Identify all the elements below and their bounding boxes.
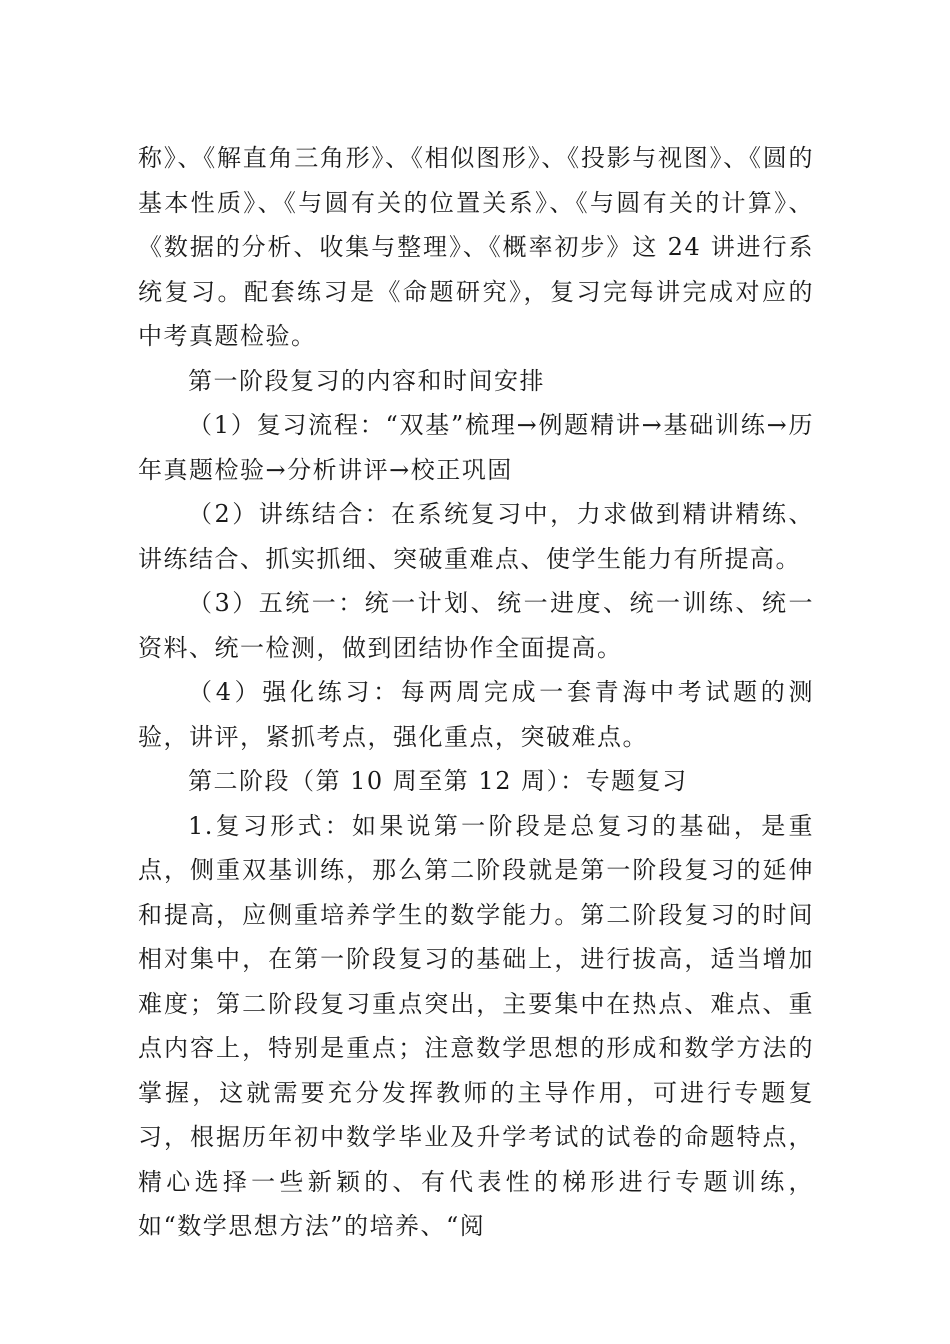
- document-page: [138, 136, 814, 1249]
- paragraph-lecture-practice: （2）讲练结合：在系统复习中，力求做到精讲精练、讲练结合、抓实抓细、突破重难点、使学生能力有所提高。: [138, 500, 814, 573]
- heading-stage-one-schedule: 第一阶段复习的内容和时间安排: [188, 366, 545, 395]
- paragraph-review-process: （1）复习流程：“双基”梳理→例题精讲→基础训练→历年真题检验→分析讲评→校正巩固: [138, 411, 814, 484]
- paragraph-topics-list: 称》、《解直角三角形》、《相似图形》、《投影与视图》、《圆的基本性质》、《与圆有关的位置关系》、《与圆有关的计算》、《数据的分析、收集与整理》、《概率初步》这 24 讲进行系统复习。配套练习是《命题研究》，复习完每讲完成对应的中考真题检验。: [138, 144, 814, 350]
- paragraph-intensive-practice: （4）强化练习：每两周完成一套青海中考试题的测验，讲评，紧抓考点，强化重点，突破难点。: [138, 678, 814, 751]
- paragraph-five-unified: （3）五统一：统一计划、统一进度、统一训练、统一资料、统一检测，做到团结协作全面提高。: [138, 589, 814, 662]
- heading-stage-two: 第二阶段（第 10 周至第 12 周）：专题复习: [188, 767, 688, 795]
- paragraph-review-form: 1.复习形式：如果说第一阶段是总复习的基础，是重点，侧重双基训练，那么第二阶段就是第一阶段复习的延伸和提高，应侧重培养学生的数学能力。第二阶段复习的时间相对集中，在第一阶段复习的基础上，进行拔高，适当增加难度；第二阶段复习重点突出，主要集中在热点、难点、重点内容上，特别是重点；注意数学思想的形成和数学方法的掌握，这就需要充分发挥教师的主导作用，可进行专题复习，根据历年初中数学毕业及升学考试的试卷的命题特点，精心选择一些新颖的、有代表性的梯形进行专题训练，如“数学思想方法”的培养、“阅: [138, 811, 814, 1240]
